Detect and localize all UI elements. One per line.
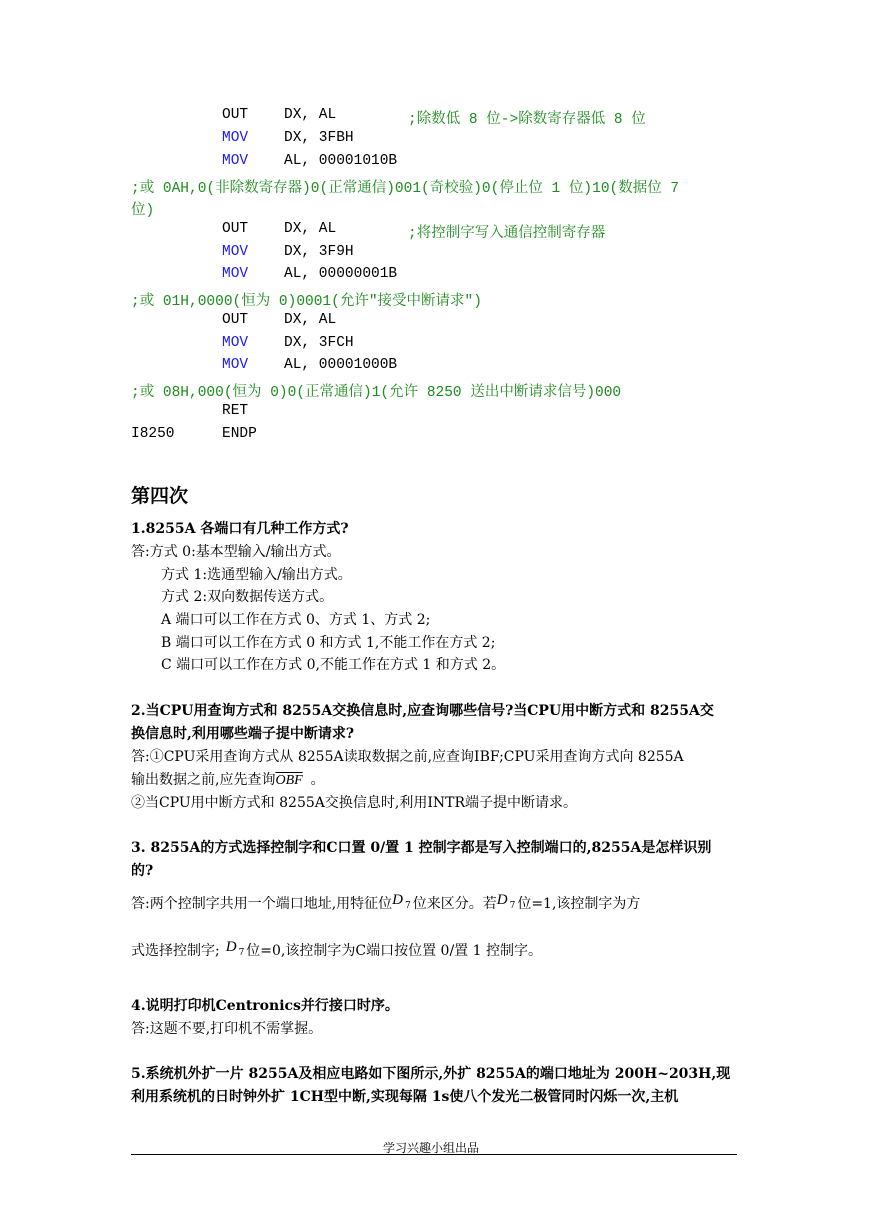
- code-args: AL, 00001000B: [284, 357, 398, 373]
- d7-subscript: 7: [238, 948, 245, 958]
- code-comment: ;或 08H,000(恒为 0)0(正常通信)1(允许 8250 送出中断请求信号)000: [131, 385, 622, 401]
- code-args: DX, 3F9H: [284, 244, 354, 260]
- answer-line: 方式 1:选通型输入/输出方式。: [161, 567, 352, 583]
- code-comment: 位): [131, 203, 155, 219]
- answer-line: 答:方式 0:基本型输入/输出方式。: [131, 544, 341, 560]
- code-args: AL, 00001010B: [284, 153, 398, 169]
- question-3: 的?: [131, 863, 154, 879]
- code-comment: ;或 01H,0000(恒为 0)0001(允许"接受中断请求"): [131, 294, 482, 310]
- answer-line: A 端口可以工作在方式 0、方式 1、方式 2;: [161, 612, 431, 628]
- footer-rule: [131, 1154, 737, 1155]
- code-comment: ;除数低 8 位->除数寄存器低 8 位: [408, 112, 646, 128]
- code-op: OUT: [222, 107, 249, 123]
- code-args: DX, 3FCH: [284, 335, 354, 351]
- code-args: AL, 00000001B: [284, 266, 398, 282]
- question-3: 3. 8255A的方式选择控制字和C口置 0/置 1 控制字都是写入控制端口的,8255A是怎样识别: [131, 840, 712, 856]
- question-5: 5.系统机外扩一片 8255A及相应电路如下图所示,外扩 8255A的端口地址为 200H~203H,现: [131, 1066, 731, 1082]
- answer-line: 答:①CPU采用查询方式从 8255A读取数据之前,应查询IBF;CPU采用查询方式向 8255A: [131, 749, 684, 765]
- question-2: 2.当CPU用查询方式和 8255A交换信息时,应查询哪些信号?当CPU用中断方式和 8255A交: [131, 703, 714, 719]
- code-args: DX, AL: [284, 221, 337, 237]
- answer-text: 位=0,该控制字为C端口按位置 0/置 1 控制字。: [246, 943, 542, 959]
- code-args: DX, 3FBH: [284, 130, 354, 146]
- question-1: 1.8255A 各端口有几种工作方式?: [131, 521, 349, 537]
- code-args: DX, AL: [284, 312, 337, 328]
- section-title: 第四次: [131, 485, 189, 507]
- d7-symbol: D: [392, 892, 404, 908]
- d7-subscript: 7: [509, 901, 516, 911]
- question-4: 4.说明打印机Centronics并行接口时序。: [131, 998, 399, 1014]
- answer-line: B 端口可以工作在方式 0 和方式 1,不能工作在方式 2;: [161, 635, 496, 651]
- answer-text: 输出数据之前,应先查询: [131, 772, 276, 788]
- answer-line: [131, 769, 325, 789]
- code-op: OUT: [222, 312, 249, 328]
- answer-line: [131, 893, 640, 913]
- answer-line: [131, 940, 542, 960]
- d7-symbol: D: [496, 892, 508, 908]
- code-line: [222, 107, 248, 123]
- obf-signal: $\overline{OBF}$: [275, 773, 303, 788]
- question-5: 利用系统机的日时钟外扩 1CH型中断,实现每隔 1s使八个发光二极管同时闪烁一次,主机: [131, 1089, 679, 1105]
- code-op: RET: [222, 403, 249, 419]
- d7-symbol: D: [225, 939, 237, 955]
- code-comment: ;或 0AH,0(非除数寄存器)0(正常通信)001(奇校验)0(停止位 1 位)10(数据位 7: [131, 181, 680, 197]
- answer-text: 。: [310, 772, 325, 788]
- question-2: 换信息时,利用哪些端子提中断请求?: [131, 726, 355, 742]
- answer-line: 方式 2:双向数据传送方式。: [161, 589, 334, 605]
- answer-text: 位=1,该控制字为方: [517, 896, 641, 912]
- code-args: DX, AL: [284, 107, 337, 123]
- answer-line: C 端口可以工作在方式 0,不能工作在方式 1 和方式 2。: [161, 657, 506, 673]
- code-op: OUT: [222, 221, 249, 237]
- answer-text: 答:两个控制字共用一个端口地址,用特征位: [131, 896, 393, 912]
- code-op: MOV: [222, 357, 249, 373]
- answer-text: 位来区分。若: [412, 896, 497, 912]
- answer-text: 式选择控制字;: [131, 943, 220, 959]
- answer-line: 答:这题不要,打印机不需掌握。: [131, 1021, 323, 1037]
- code-op: MOV: [222, 130, 249, 146]
- code-op: MOV: [222, 266, 249, 282]
- code-comment: ;将控制字写入通信控制寄存器: [408, 226, 606, 242]
- code-op: MOV: [222, 335, 249, 351]
- code-op: MOV: [222, 244, 249, 260]
- code-label: I8250: [131, 426, 175, 442]
- answer-line: ②当CPU用中断方式和 8255A交换信息时,利用INTR端子提中断请求。: [131, 795, 577, 811]
- code-op: MOV: [222, 153, 249, 169]
- code-op: ENDP: [222, 426, 257, 442]
- page-footer: 学习兴趣小组出品: [383, 1141, 480, 1155]
- d7-subscript: 7: [405, 901, 411, 911]
